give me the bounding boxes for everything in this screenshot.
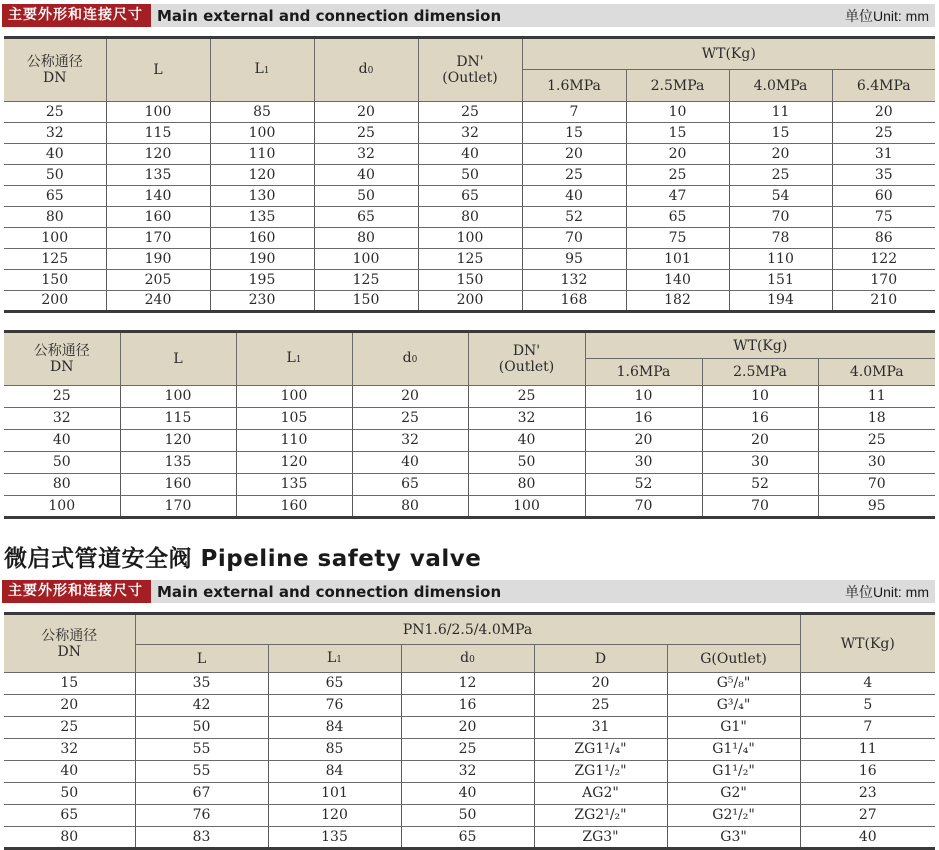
table-cell: 80 xyxy=(418,207,522,228)
table-cell: 195 xyxy=(210,270,314,291)
table-cell: 65 xyxy=(626,207,729,228)
col-header-1.6mpa: 1.6MPa xyxy=(522,70,626,102)
table-cell: 16 xyxy=(800,761,935,783)
table-cell: 115 xyxy=(120,408,236,430)
table-cell: 25 xyxy=(626,165,729,186)
table-cell: 50 xyxy=(4,165,106,186)
table-row xyxy=(4,270,935,291)
table-cell: 20 xyxy=(626,144,729,165)
table-row xyxy=(4,228,935,249)
unit-label: 单位Unit: mm xyxy=(845,7,929,24)
table-cell: 40 xyxy=(468,430,585,452)
table-cell: 120 xyxy=(236,452,352,474)
table-cell: 32 xyxy=(352,430,468,452)
col-header-outlet: DN' (Outlet) xyxy=(418,38,522,102)
table-row xyxy=(4,430,935,452)
table-cell: 52 xyxy=(585,474,702,496)
table-cell: 150 xyxy=(4,270,106,291)
table-cell: 132 xyxy=(522,270,626,291)
header-title-en: Main external and connection dimension xyxy=(157,6,502,25)
table-row xyxy=(4,827,935,849)
table-cell: 25 xyxy=(832,123,935,144)
table-cell: 32 xyxy=(401,761,534,783)
table-cell: 10 xyxy=(702,386,818,408)
table-cell: 32 xyxy=(418,123,522,144)
table-cell: 86 xyxy=(832,228,935,249)
table-cell: 65 xyxy=(4,805,135,827)
table-cell: 200 xyxy=(4,291,106,312)
table-cell: G2¹/₂" xyxy=(667,805,800,827)
table-row xyxy=(4,102,935,123)
table-row xyxy=(4,805,935,827)
table-cell: 10 xyxy=(585,386,702,408)
table-cell: 70 xyxy=(702,496,818,518)
table-cell: 55 xyxy=(135,739,268,761)
table-cell: 110 xyxy=(210,144,314,165)
table-cell: 80 xyxy=(468,474,585,496)
table-cell: 100 xyxy=(106,102,210,123)
table-cell: 40 xyxy=(4,144,106,165)
table-cell: 120 xyxy=(268,805,401,827)
col-header-dn: 公称通径 DN xyxy=(4,38,106,102)
table-cell: 100 xyxy=(236,386,352,408)
col-header-d0: d0 xyxy=(352,332,468,386)
table-cell: 170 xyxy=(106,228,210,249)
table-cell: 80 xyxy=(4,474,120,496)
table-cell: 135 xyxy=(210,207,314,228)
table-cell: 31 xyxy=(534,717,667,739)
table-cell: G2" xyxy=(667,783,800,805)
table-cell: 122 xyxy=(832,249,935,270)
table-cell: 100 xyxy=(120,386,236,408)
table-cell: AG2" xyxy=(534,783,667,805)
col-header-d0: d0 xyxy=(314,38,418,102)
table-cell: 170 xyxy=(120,496,236,518)
table-cell: 11 xyxy=(818,386,935,408)
col-header-2.5mpa: 2.5MPa xyxy=(702,359,818,386)
table-cell: 76 xyxy=(135,805,268,827)
header-title-cn: 主要外形和连接尺寸 xyxy=(2,580,151,603)
table-cell: 101 xyxy=(626,249,729,270)
table-cell: 4 xyxy=(800,673,935,695)
col-header-4.0mpa: 4.0MPa xyxy=(729,70,832,102)
table-cell: 100 xyxy=(4,496,120,518)
col-header-dn: 公称通径 DN xyxy=(4,332,120,386)
col-header-l1: L1 xyxy=(236,332,352,386)
section-header-bar xyxy=(2,4,935,27)
table-cell: 130 xyxy=(210,186,314,207)
table-cell: 170 xyxy=(832,270,935,291)
table-cell: G1" xyxy=(667,717,800,739)
table-cell: 190 xyxy=(210,249,314,270)
table-cell: 52 xyxy=(522,207,626,228)
table-row xyxy=(4,249,935,270)
product-section-title: 微启式管道安全阀 Pipeline safety valve xyxy=(4,546,482,572)
table-cell: 11 xyxy=(800,739,935,761)
table-cell: 47 xyxy=(626,186,729,207)
table-cell: 20 xyxy=(534,673,667,695)
table-cell: 85 xyxy=(268,739,401,761)
table-cell: 120 xyxy=(120,430,236,452)
table-cell: 240 xyxy=(106,291,210,312)
table-cell: 16 xyxy=(702,408,818,430)
table-cell: 20 xyxy=(729,144,832,165)
table-row xyxy=(4,695,935,717)
col-header-weight: WT(Kg) xyxy=(522,38,935,70)
table-cell: 7 xyxy=(800,717,935,739)
table-row xyxy=(4,408,935,430)
table-cell: 95 xyxy=(522,249,626,270)
table-cell: 160 xyxy=(106,207,210,228)
header-title-en: Main external and connection dimension xyxy=(157,582,502,601)
col-header-6.4mpa: 6.4MPa xyxy=(832,70,935,102)
table-cell: 20 xyxy=(522,144,626,165)
col-header-weight: WT(Kg) xyxy=(800,614,935,673)
table-cell: 25 xyxy=(418,102,522,123)
table-row xyxy=(4,783,935,805)
table-cell: 100 xyxy=(4,228,106,249)
table-cell: 32 xyxy=(4,408,120,430)
table-cell: 50 xyxy=(4,452,120,474)
table-cell: 54 xyxy=(729,186,832,207)
table-cell: G1¹/₂" xyxy=(667,761,800,783)
table-cell: 50 xyxy=(468,452,585,474)
table-cell: 35 xyxy=(832,165,935,186)
table-cell: 25 xyxy=(729,165,832,186)
table-cell: 100 xyxy=(314,249,418,270)
table-cell: 20 xyxy=(401,717,534,739)
table-row xyxy=(4,186,935,207)
col-header-weight: WT(Kg) xyxy=(585,332,935,359)
section-header-bar xyxy=(2,580,935,603)
table-cell: 40 xyxy=(522,186,626,207)
table-cell: G⁵/₈" xyxy=(667,673,800,695)
table-cell: G3" xyxy=(667,827,800,849)
table-cell: 190 xyxy=(106,249,210,270)
table-cell: 125 xyxy=(314,270,418,291)
table-cell: ZG1¹/₄" xyxy=(534,739,667,761)
table-cell: 60 xyxy=(832,186,935,207)
table-cell: 70 xyxy=(729,207,832,228)
table-cell: 35 xyxy=(135,673,268,695)
table-cell: 125 xyxy=(4,249,106,270)
col-header-outlet: DN' (Outlet) xyxy=(468,332,585,386)
col-header-4.0mpa: 4.0MPa xyxy=(818,359,935,386)
table-cell: 105 xyxy=(236,408,352,430)
table-cell: 135 xyxy=(106,165,210,186)
table-cell: 182 xyxy=(626,291,729,312)
table-cell: 78 xyxy=(729,228,832,249)
table-cell: 80 xyxy=(352,496,468,518)
table-cell: 70 xyxy=(818,474,935,496)
table-cell: 32 xyxy=(314,144,418,165)
table-cell: 200 xyxy=(418,291,522,312)
table-cell: 50 xyxy=(401,805,534,827)
table-cell: 40 xyxy=(4,761,135,783)
table-row xyxy=(4,761,935,783)
col-header-l1: L1 xyxy=(268,645,401,673)
table-cell: 23 xyxy=(800,783,935,805)
table-cell: 150 xyxy=(418,270,522,291)
col-header-1.6mpa: 1.6MPa xyxy=(585,359,702,386)
table-cell: 100 xyxy=(468,496,585,518)
table-cell: 125 xyxy=(418,249,522,270)
table-cell: 30 xyxy=(818,452,935,474)
table-cell: 65 xyxy=(314,207,418,228)
table-cell: 70 xyxy=(522,228,626,249)
table-cell: 140 xyxy=(106,186,210,207)
table-cell: 75 xyxy=(626,228,729,249)
table-cell: 115 xyxy=(106,123,210,144)
table-cell: 20 xyxy=(585,430,702,452)
unit-label: 单位Unit: mm xyxy=(845,583,929,600)
table-cell: 40 xyxy=(401,783,534,805)
table-cell: 42 xyxy=(135,695,268,717)
col-header-d: D xyxy=(534,645,667,673)
table-cell: 120 xyxy=(106,144,210,165)
table-cell: 65 xyxy=(4,186,106,207)
table-cell: ZG3" xyxy=(534,827,667,849)
table-cell: 32 xyxy=(4,739,135,761)
table-cell: 83 xyxy=(135,827,268,849)
table-cell: 16 xyxy=(401,695,534,717)
table-cell: 150 xyxy=(314,291,418,312)
dimension-table-3 xyxy=(4,612,935,850)
table-cell: 25 xyxy=(4,102,106,123)
table-row xyxy=(4,144,935,165)
table-cell: 65 xyxy=(401,827,534,849)
table-cell: 100 xyxy=(210,123,314,144)
col-header-l: L xyxy=(135,645,268,673)
table-cell: ZG2¹/₂" xyxy=(534,805,667,827)
table-row xyxy=(4,165,935,186)
table-cell: ZG1¹/₂" xyxy=(534,761,667,783)
table-cell: 20 xyxy=(702,430,818,452)
table-row xyxy=(4,123,935,144)
table-cell: 50 xyxy=(135,717,268,739)
table-cell: 110 xyxy=(729,249,832,270)
table-cell: 15 xyxy=(729,123,832,144)
table-row xyxy=(4,739,935,761)
table-cell: 7 xyxy=(522,102,626,123)
table-cell: 25 xyxy=(314,123,418,144)
table-cell: 12 xyxy=(401,673,534,695)
table-cell: 85 xyxy=(210,102,314,123)
table-cell: G1¹/₄" xyxy=(667,739,800,761)
table-cell: 80 xyxy=(4,207,106,228)
table-cell: 25 xyxy=(522,165,626,186)
table-cell: 160 xyxy=(120,474,236,496)
table-cell: 32 xyxy=(4,123,106,144)
table-cell: 135 xyxy=(120,452,236,474)
table-cell: 65 xyxy=(352,474,468,496)
table-row xyxy=(4,386,935,408)
table-cell: 168 xyxy=(522,291,626,312)
table-cell: 32 xyxy=(468,408,585,430)
table-cell: 95 xyxy=(818,496,935,518)
table-cell: 135 xyxy=(268,827,401,849)
table-cell: 25 xyxy=(534,695,667,717)
table-cell: 30 xyxy=(702,452,818,474)
table-cell: 20 xyxy=(352,386,468,408)
table-cell: 75 xyxy=(832,207,935,228)
table-cell: 160 xyxy=(210,228,314,249)
table-row xyxy=(4,207,935,228)
table-cell: 20 xyxy=(832,102,935,123)
table-cell: 25 xyxy=(4,386,120,408)
table-cell: 40 xyxy=(352,452,468,474)
table-cell: 151 xyxy=(729,270,832,291)
table-cell: 16 xyxy=(585,408,702,430)
col-header-pressure-class: PN1.6/2.5/4.0MPa xyxy=(135,614,800,645)
table-cell: 11 xyxy=(729,102,832,123)
table-cell: 120 xyxy=(210,165,314,186)
table-cell: 50 xyxy=(4,783,135,805)
table-cell: 25 xyxy=(4,717,135,739)
col-header-l: L xyxy=(120,332,236,386)
table-cell: 140 xyxy=(626,270,729,291)
table-cell: 100 xyxy=(418,228,522,249)
table-cell: 40 xyxy=(4,430,120,452)
table-cell: 205 xyxy=(106,270,210,291)
table-cell: 50 xyxy=(314,186,418,207)
table-row xyxy=(4,474,935,496)
table-row xyxy=(4,452,935,474)
table-cell: 15 xyxy=(4,673,135,695)
col-header-d0: d0 xyxy=(401,645,534,673)
table-cell: 15 xyxy=(626,123,729,144)
table-cell: 76 xyxy=(268,695,401,717)
col-header-l1: L1 xyxy=(210,38,314,102)
table-cell: 70 xyxy=(585,496,702,518)
table-cell: 25 xyxy=(352,408,468,430)
table-cell: 194 xyxy=(729,291,832,312)
table-cell: G³/₄" xyxy=(667,695,800,717)
col-header-g-outlet: G(Outlet) xyxy=(667,645,800,673)
table-cell: 30 xyxy=(585,452,702,474)
table-cell: 10 xyxy=(626,102,729,123)
dimension-table-2 xyxy=(4,330,935,519)
table-cell: 160 xyxy=(236,496,352,518)
table-cell: 25 xyxy=(401,739,534,761)
table-cell: 15 xyxy=(522,123,626,144)
table-cell: 40 xyxy=(314,165,418,186)
table-row xyxy=(4,717,935,739)
table-cell: 31 xyxy=(832,144,935,165)
header-title-cn: 主要外形和连接尺寸 xyxy=(2,4,151,27)
table-cell: 27 xyxy=(800,805,935,827)
table-cell: 40 xyxy=(418,144,522,165)
table-cell: 110 xyxy=(236,430,352,452)
table-cell: 84 xyxy=(268,761,401,783)
table-cell: 210 xyxy=(832,291,935,312)
table-cell: 20 xyxy=(4,695,135,717)
table-cell: 50 xyxy=(418,165,522,186)
table-cell: 20 xyxy=(314,102,418,123)
table-cell: 80 xyxy=(314,228,418,249)
table-row xyxy=(4,291,935,312)
table-cell: 65 xyxy=(418,186,522,207)
table-cell: 84 xyxy=(268,717,401,739)
col-header-l: L xyxy=(106,38,210,102)
table-cell: 5 xyxy=(800,695,935,717)
table-cell: 52 xyxy=(702,474,818,496)
table-cell: 80 xyxy=(4,827,135,849)
table-row xyxy=(4,673,935,695)
table-cell: 101 xyxy=(268,783,401,805)
table-row xyxy=(4,496,935,518)
col-header-2.5mpa: 2.5MPa xyxy=(626,70,729,102)
table-cell: 67 xyxy=(135,783,268,805)
table-cell: 25 xyxy=(468,386,585,408)
table-cell: 40 xyxy=(800,827,935,849)
table-cell: 230 xyxy=(210,291,314,312)
dimension-table-1 xyxy=(4,36,935,313)
table-cell: 135 xyxy=(236,474,352,496)
table-cell: 65 xyxy=(268,673,401,695)
table-cell: 55 xyxy=(135,761,268,783)
table-cell: 25 xyxy=(818,430,935,452)
col-header-dn: 公称通径 DN xyxy=(4,614,135,673)
table-cell: 18 xyxy=(818,408,935,430)
